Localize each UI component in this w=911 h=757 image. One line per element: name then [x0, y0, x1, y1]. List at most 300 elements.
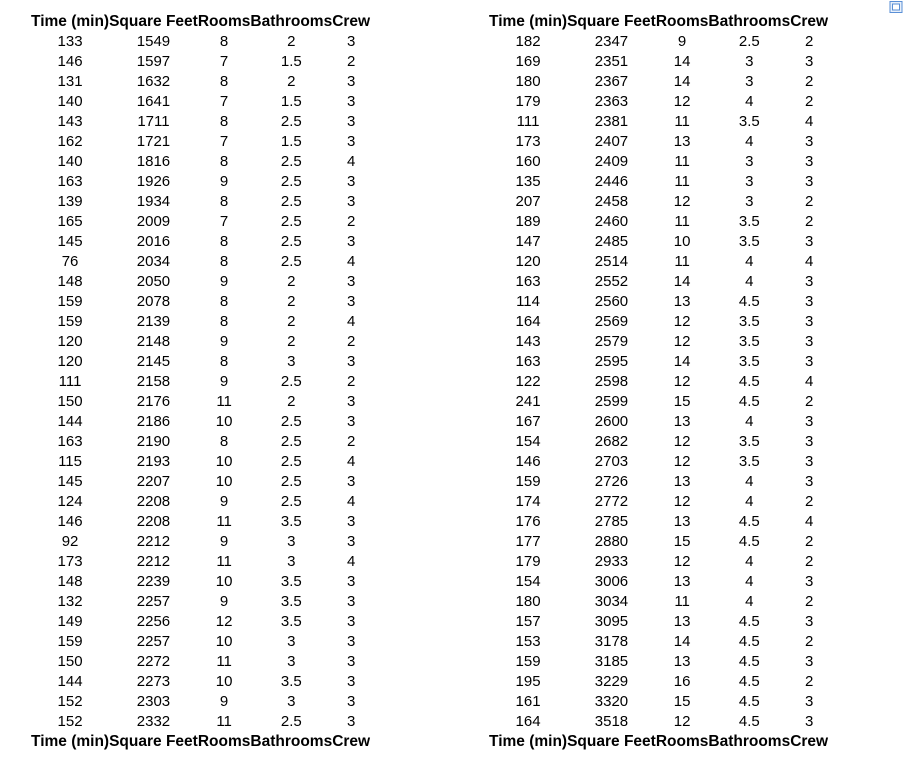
cell-rooms: 12: [215, 613, 233, 630]
table-row: [489, 712, 828, 732]
cell-bathrooms: 2: [287, 73, 296, 90]
cell-bathrooms: 4.5: [738, 293, 760, 310]
cell-square-feet: 2579: [594, 333, 629, 350]
cell-bathrooms: 4.5: [738, 373, 760, 390]
cell-square-feet: 2158: [136, 373, 171, 390]
cell-time: 189: [515, 213, 541, 230]
table-row: [489, 212, 828, 232]
cell-crew: 3: [346, 293, 356, 310]
cell-crew: 4: [346, 313, 356, 330]
cell-time: 111: [58, 373, 82, 390]
header-crew: Crew: [332, 13, 371, 30]
table-row: [489, 432, 828, 452]
cell-bathrooms: 3: [745, 53, 754, 70]
cell-crew: 3: [346, 693, 356, 710]
cell-time: 163: [57, 433, 83, 450]
header-crew: Crew: [790, 13, 829, 30]
cell-rooms: 10: [215, 633, 233, 650]
cell-crew: 2: [346, 333, 356, 350]
table-row: [31, 592, 370, 612]
cell-crew: 3: [346, 133, 356, 150]
cell-crew: 3: [346, 233, 356, 250]
cell-bathrooms: 2.5: [280, 413, 302, 430]
cell-bathrooms: 2.5: [280, 433, 302, 450]
cell-square-feet: 2139: [136, 313, 171, 330]
table-row: [489, 532, 828, 552]
cell-rooms: 9: [219, 693, 229, 710]
cell-bathrooms: 2.5: [280, 453, 302, 470]
cell-square-feet: 2207: [136, 473, 171, 490]
cell-square-feet: 2703: [594, 453, 629, 470]
cell-square-feet: 2272: [136, 653, 171, 670]
cell-rooms: 11: [674, 213, 690, 230]
cell-square-feet: 2332: [136, 713, 171, 730]
cell-square-feet: 2598: [594, 373, 629, 390]
cell-square-feet: 2351: [594, 53, 629, 70]
cell-bathrooms: 4.5: [738, 713, 760, 730]
cell-bathrooms: 2.5: [280, 713, 302, 730]
table-row: [31, 712, 370, 732]
cell-time: 124: [57, 493, 83, 510]
cell-bathrooms: 3.5: [738, 433, 760, 450]
cell-rooms: 14: [673, 73, 691, 90]
cell-crew: 2: [804, 193, 814, 210]
cell-square-feet: 2726: [594, 473, 629, 490]
table-header-bottom: [31, 732, 370, 752]
cell-square-feet: 2363: [594, 93, 629, 110]
header-rooms: Rooms: [655, 733, 709, 750]
cell-rooms: 11: [674, 113, 690, 130]
cell-rooms: 13: [673, 473, 691, 490]
table-row: [489, 152, 828, 172]
cell-square-feet: 2446: [594, 173, 629, 190]
cell-square-feet: 3518: [594, 713, 629, 730]
cell-bathrooms: 3.5: [738, 333, 760, 350]
table-header-bottom: [489, 732, 828, 752]
cell-square-feet: 1711: [137, 113, 170, 130]
cell-crew: 4: [346, 253, 356, 270]
cell-time: 92: [61, 533, 79, 550]
cell-square-feet: 1926: [136, 173, 171, 190]
table-row: [31, 72, 370, 92]
cell-square-feet: 2599: [594, 393, 629, 410]
table-row: [489, 632, 828, 652]
cell-square-feet: 2212: [136, 533, 171, 550]
table-row: [31, 512, 370, 532]
cell-time: 135: [515, 173, 541, 190]
cell-crew: 3: [804, 353, 814, 370]
cell-crew: 4: [346, 493, 356, 510]
cell-crew: 3: [804, 293, 814, 310]
cell-bathrooms: 3: [287, 353, 296, 370]
cell-crew: 2: [804, 533, 814, 550]
cell-time: 143: [515, 333, 541, 350]
table-row: [31, 52, 370, 72]
cell-rooms: 11: [216, 513, 232, 530]
cell-square-feet: 2514: [594, 253, 629, 270]
cell-bathrooms: 4: [745, 133, 754, 150]
cell-crew: 3: [804, 313, 814, 330]
cell-crew: 2: [346, 373, 356, 390]
cell-bathrooms: 3: [287, 693, 296, 710]
cell-crew: 3: [804, 273, 814, 290]
cell-time: 120: [57, 333, 83, 350]
cell-bathrooms: 2: [287, 293, 296, 310]
cell-crew: 4: [346, 553, 356, 570]
cell-bathrooms: 2.5: [280, 373, 302, 390]
header-crew: Crew: [790, 733, 829, 750]
cell-square-feet: 2148: [136, 333, 171, 350]
cell-bathrooms: 3.5: [738, 353, 760, 370]
cell-time: 111: [516, 113, 540, 130]
cell-rooms: 10: [215, 413, 233, 430]
cell-rooms: 13: [673, 613, 691, 630]
cell-bathrooms: 3.5: [738, 233, 760, 250]
cell-bathrooms: 2.5: [280, 153, 302, 170]
table-row: [489, 92, 828, 112]
header-square-feet: Square Feet: [109, 733, 198, 750]
table-header-top: [489, 12, 828, 32]
cell-bathrooms: 3.5: [738, 453, 760, 470]
cell-time: 120: [57, 353, 83, 370]
cell-bathrooms: 1.5: [280, 53, 302, 70]
cell-bathrooms: 2: [287, 393, 296, 410]
cell-crew: 3: [346, 653, 356, 670]
cell-crew: 3: [804, 473, 814, 490]
cell-square-feet: 2485: [594, 233, 629, 250]
cell-bathrooms: 4: [745, 573, 754, 590]
cell-rooms: 8: [219, 353, 229, 370]
cell-crew: 3: [346, 473, 356, 490]
cell-rooms: 8: [219, 193, 229, 210]
cell-square-feet: 2034: [136, 253, 171, 270]
cell-square-feet: 3034: [594, 593, 629, 610]
header-time: Time (min): [31, 733, 110, 750]
cell-rooms: 12: [673, 453, 691, 470]
cell-square-feet: 2016: [136, 233, 171, 250]
cell-rooms: 12: [673, 333, 691, 350]
cell-rooms: 9: [219, 593, 229, 610]
table-row: [489, 512, 828, 532]
cell-bathrooms: 2.5: [280, 473, 302, 490]
table-row: [489, 612, 828, 632]
cell-bathrooms: 2.5: [280, 193, 302, 210]
cell-rooms: 11: [216, 393, 232, 410]
table-row: [31, 32, 370, 52]
cell-time: 173: [57, 553, 83, 570]
cell-rooms: 9: [677, 33, 687, 50]
cell-time: 140: [57, 93, 83, 110]
cell-bathrooms: 4.5: [738, 613, 760, 630]
cell-rooms: 12: [673, 493, 691, 510]
header-square-feet: Square Feet: [109, 13, 198, 30]
copy-icon[interactable]: [889, 0, 903, 12]
cell-square-feet: 2273: [136, 673, 171, 690]
table-row: [489, 492, 828, 512]
cell-crew: 2: [804, 593, 814, 610]
header-time: Time (min): [489, 733, 568, 750]
cell-bathrooms: 4.5: [738, 693, 760, 710]
cell-bathrooms: 3.5: [738, 313, 760, 330]
cell-rooms: 9: [219, 373, 229, 390]
table-row: [489, 112, 828, 132]
table-row: [31, 172, 370, 192]
cell-rooms: 14: [673, 273, 691, 290]
cell-bathrooms: 3: [287, 653, 296, 670]
cell-bathrooms: 3.5: [280, 673, 302, 690]
cell-crew: 2: [346, 213, 356, 230]
cell-square-feet: 2009: [136, 213, 171, 230]
table-row: [489, 52, 828, 72]
cell-crew: 2: [804, 393, 814, 410]
cell-crew: 3: [804, 453, 814, 470]
cell-rooms: 10: [215, 673, 233, 690]
cell-rooms: 7: [219, 133, 229, 150]
table-row: [31, 112, 370, 132]
cell-crew: 3: [804, 613, 814, 630]
cell-rooms: 13: [673, 133, 691, 150]
cell-square-feet: 2600: [594, 413, 629, 430]
cell-square-feet: 2682: [594, 433, 629, 450]
cell-rooms: 10: [215, 453, 233, 470]
cell-time: 146: [515, 453, 541, 470]
cell-rooms: 13: [673, 413, 691, 430]
cell-crew: 3: [346, 73, 356, 90]
cell-rooms: 11: [216, 653, 232, 670]
cell-rooms: 12: [673, 433, 691, 450]
cell-square-feet: 3006: [594, 573, 629, 590]
table-header-top: [31, 12, 370, 32]
cell-time: 164: [515, 713, 541, 730]
cell-time: 161: [515, 693, 541, 710]
cell-bathrooms: 3.5: [280, 613, 302, 630]
header-rooms: Rooms: [197, 13, 251, 30]
cell-square-feet: 2190: [136, 433, 171, 450]
cell-time: 152: [57, 693, 83, 710]
cell-rooms: 7: [219, 53, 229, 70]
cell-rooms: 13: [673, 513, 691, 530]
cell-time: 152: [57, 713, 83, 730]
cell-bathrooms: 3: [745, 173, 754, 190]
cell-bathrooms: 3: [745, 153, 754, 170]
cell-crew: 4: [804, 253, 814, 270]
cell-time: 163: [515, 353, 541, 370]
cell-time: 169: [515, 53, 541, 70]
cell-bathrooms: 2: [287, 273, 296, 290]
cell-square-feet: 3178: [594, 633, 629, 650]
cell-bathrooms: 2.5: [280, 213, 302, 230]
cell-bathrooms: 3: [287, 633, 296, 650]
cell-square-feet: 2176: [136, 393, 171, 410]
cell-rooms: 10: [215, 473, 233, 490]
cell-time: 241: [515, 393, 541, 410]
cell-crew: 3: [346, 593, 356, 610]
cell-crew: 4: [804, 373, 814, 390]
header-time: Time (min): [31, 13, 110, 30]
cell-square-feet: 2569: [594, 313, 629, 330]
cell-time: 157: [515, 613, 541, 630]
cell-time: 159: [57, 293, 83, 310]
cell-crew: 2: [804, 553, 814, 570]
cell-time: 144: [57, 413, 83, 430]
cell-rooms: 8: [219, 313, 229, 330]
cell-square-feet: 1641: [136, 93, 171, 110]
cell-bathrooms: 2: [287, 333, 296, 350]
cell-crew: 2: [804, 213, 814, 230]
cell-square-feet: 2193: [136, 453, 171, 470]
cell-rooms: 15: [673, 393, 691, 410]
cell-crew: 3: [346, 393, 356, 410]
cell-crew: 3: [346, 533, 356, 550]
cell-square-feet: 3095: [594, 613, 629, 630]
table-row: [31, 192, 370, 212]
cell-square-feet: 2078: [136, 293, 171, 310]
table-row: [31, 132, 370, 152]
cell-square-feet: 2256: [136, 613, 171, 630]
cell-bathrooms: 3.5: [738, 213, 760, 230]
cell-crew: 3: [804, 233, 814, 250]
cell-bathrooms: 2: [287, 33, 296, 50]
cell-square-feet: 2303: [136, 693, 171, 710]
footer-header-row: [31, 732, 370, 752]
cell-time: 140: [57, 153, 83, 170]
cell-time: 159: [57, 313, 83, 330]
table-row: [31, 452, 370, 472]
cell-bathrooms: 4: [745, 253, 754, 270]
cell-square-feet: 1597: [136, 53, 171, 70]
cell-rooms: 12: [673, 713, 691, 730]
cell-crew: 3: [346, 613, 356, 630]
cell-crew: 3: [804, 693, 814, 710]
table-body: [489, 32, 828, 732]
cell-square-feet: 2208: [136, 513, 171, 530]
table-row: [489, 292, 828, 312]
cell-time: 159: [515, 653, 541, 670]
cell-crew: 3: [346, 513, 356, 530]
table-row: [31, 552, 370, 572]
cell-square-feet: 1934: [136, 193, 171, 210]
table-row: [31, 252, 370, 272]
cell-square-feet: 2552: [594, 273, 629, 290]
cell-rooms: 14: [673, 633, 691, 650]
header-rooms: Rooms: [197, 733, 251, 750]
cell-time: 115: [58, 453, 82, 470]
cell-time: 163: [57, 173, 83, 190]
cell-time: 180: [515, 73, 541, 90]
cell-time: 150: [57, 393, 83, 410]
cell-crew: 3: [804, 653, 814, 670]
cell-square-feet: 2145: [136, 353, 171, 370]
cell-crew: 2: [804, 33, 814, 50]
cell-square-feet: 2458: [594, 193, 629, 210]
cell-time: 143: [57, 113, 83, 130]
table-row: [489, 72, 828, 92]
table-row: [31, 692, 370, 712]
cell-crew: 3: [346, 413, 356, 430]
cell-crew: 3: [804, 153, 814, 170]
cell-rooms: 8: [219, 113, 229, 130]
cell-time: 167: [515, 413, 541, 430]
header-square-feet: Square Feet: [567, 13, 656, 30]
table-row: [489, 372, 828, 392]
cell-crew: 3: [346, 193, 356, 210]
cell-square-feet: 2257: [136, 633, 171, 650]
cell-time: 149: [57, 613, 83, 630]
cell-bathrooms: 3.5: [738, 113, 760, 130]
cell-time: 163: [515, 273, 541, 290]
cell-time: 146: [57, 53, 83, 70]
cell-square-feet: 2186: [136, 413, 171, 430]
cell-square-feet: 2880: [594, 533, 629, 550]
cell-bathrooms: 3: [745, 73, 754, 90]
cell-square-feet: 2772: [594, 493, 629, 510]
cell-crew: 3: [346, 573, 356, 590]
cell-time: 144: [57, 673, 83, 690]
cell-bathrooms: 4.5: [738, 533, 760, 550]
cell-square-feet: 2933: [594, 553, 629, 570]
cell-crew: 3: [346, 673, 356, 690]
table-row: [31, 432, 370, 452]
cell-crew: 3: [804, 53, 814, 70]
table-row: [489, 652, 828, 672]
cell-bathrooms: 2.5: [738, 33, 760, 50]
table-row: [31, 412, 370, 432]
cell-time: 133: [57, 33, 83, 50]
table-row: [489, 572, 828, 592]
table-row: [489, 192, 828, 212]
table-row: [31, 232, 370, 252]
cell-rooms: 14: [673, 353, 691, 370]
cell-rooms: 8: [219, 233, 229, 250]
cell-time: 122: [515, 373, 541, 390]
cell-bathrooms: 2.5: [280, 493, 302, 510]
cell-crew: 3: [804, 713, 814, 730]
cell-rooms: 8: [219, 153, 229, 170]
cell-square-feet: 2257: [136, 593, 171, 610]
cell-time: 182: [515, 33, 541, 50]
cell-bathrooms: 2.5: [280, 233, 302, 250]
cell-rooms: 11: [216, 713, 232, 730]
footer-header-row: [489, 732, 828, 752]
cell-square-feet: 2347: [594, 33, 629, 50]
cell-square-feet: 2208: [136, 493, 171, 510]
cell-rooms: 9: [219, 173, 229, 190]
cell-crew: 3: [346, 173, 356, 190]
header-bathrooms: Bathrooms: [250, 733, 333, 750]
cell-square-feet: 2560: [594, 293, 629, 310]
table-row: [489, 592, 828, 612]
cell-time: 160: [515, 153, 541, 170]
table-row: [489, 472, 828, 492]
cell-bathrooms: 3.5: [280, 593, 302, 610]
cell-bathrooms: 2.5: [280, 173, 302, 190]
table-row: [489, 252, 828, 272]
cell-time: 146: [57, 513, 83, 530]
table-row: [31, 652, 370, 672]
cell-rooms: 11: [674, 173, 690, 190]
table-row: [31, 532, 370, 552]
table-row: [31, 312, 370, 332]
cell-crew: 3: [346, 713, 356, 730]
table-row: [31, 212, 370, 232]
cell-bathrooms: 3: [287, 553, 296, 570]
cell-square-feet: 2381: [594, 113, 629, 130]
cell-rooms: 13: [673, 293, 691, 310]
header-bathrooms: Bathrooms: [708, 13, 791, 30]
cell-bathrooms: 3.5: [280, 573, 302, 590]
cell-time: 180: [515, 593, 541, 610]
cell-crew: 2: [804, 673, 814, 690]
